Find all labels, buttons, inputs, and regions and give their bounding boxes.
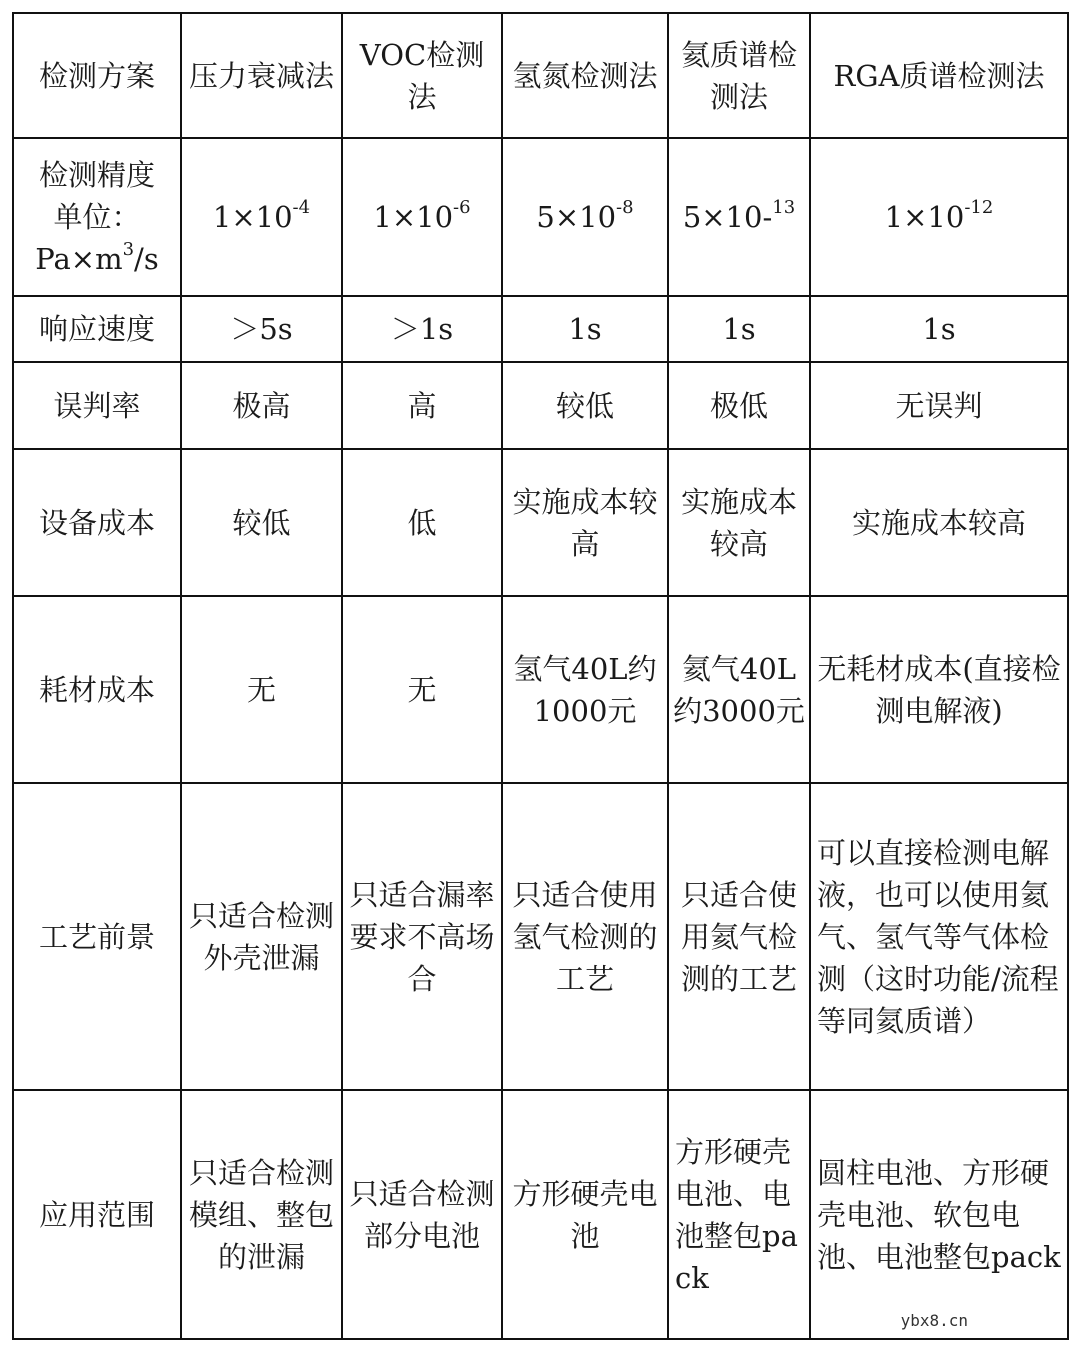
cell-misjudgment-rate: 高 xyxy=(342,362,502,449)
cell-application-scope: 只适合检测模组、整包的泄漏 xyxy=(181,1090,342,1339)
cell-process-outlook: 只适合检测外壳泄漏 xyxy=(181,783,342,1090)
header-hydrogen-nitrogen: 氢氮检测法 xyxy=(502,13,668,138)
row-process-outlook xyxy=(13,783,1068,1090)
cell-misjudgment-rate: 极高 xyxy=(181,362,342,449)
header-helium-ms: 氦质谱检测法 xyxy=(668,13,810,138)
cell-application-scope: 只适合检测部分电池 xyxy=(342,1090,502,1339)
cell-precision: $1\times 10^{-6}$ xyxy=(342,138,502,296)
cell-equipment-cost: 较低 xyxy=(181,449,342,596)
cell-precision: $1\times 10^{-12}$ xyxy=(810,138,1068,296)
cell-equipment-cost: 实施成本较高 xyxy=(502,449,668,596)
cell-precision: 5×10-$^{13}$ xyxy=(668,138,810,296)
row-precision xyxy=(13,138,1068,296)
row-label-misjudgment-rate: 误判率 xyxy=(13,362,181,449)
header-row xyxy=(13,13,1068,138)
row-equipment-cost xyxy=(13,449,1068,596)
cell-response-speed: 1s xyxy=(668,296,810,362)
row-application-scope xyxy=(13,1090,1068,1339)
header-voc: VOC检测法 xyxy=(342,13,502,138)
cell-process-outlook: 只适合使用氢气检测的工艺 xyxy=(502,783,668,1090)
header-pressure-decay: 压力衰减法 xyxy=(181,13,342,138)
cell-consumable-cost: 无耗材成本(直接检测电解液) xyxy=(810,596,1068,783)
cell-process-outlook: 可以直接检测电解液，也可以使用氦气、氢气等气体检测（这时功能/流程等同氦质谱） xyxy=(810,783,1068,1090)
row-label-consumable-cost: 耗材成本 xyxy=(13,596,181,783)
cell-response-speed: ＞5s xyxy=(181,296,342,362)
cell-precision: $5\times 10^{-8}$ xyxy=(502,138,668,296)
header-rga-ms: RGA质谱检测法 xyxy=(810,13,1068,138)
cell-consumable-cost: 氢气40L约1000元 xyxy=(502,596,668,783)
row-label-response-speed: 响应速度 xyxy=(13,296,181,362)
cell-equipment-cost: 实施成本较高 xyxy=(810,449,1068,596)
leak-detection-comparison-table xyxy=(12,12,1069,1340)
cell-application-scope: 圆柱电池、方形硬壳电池、软包电池、电池整包pack xyxy=(810,1090,1068,1339)
cell-consumable-cost: 无 xyxy=(181,596,342,783)
cell-response-speed: ＞1s xyxy=(342,296,502,362)
row-label-equipment-cost: 设备成本 xyxy=(13,449,181,596)
row-response-speed xyxy=(13,296,1068,362)
cell-misjudgment-rate: 较低 xyxy=(502,362,668,449)
cell-process-outlook: 只适合漏率要求不高场合 xyxy=(342,783,502,1090)
comparison-table-container xyxy=(12,12,1069,1340)
cell-application-scope: 方形硬壳电池、电池整包pack xyxy=(668,1090,810,1339)
cell-equipment-cost: 实施成本较高 xyxy=(668,449,810,596)
cell-consumable-cost: 无 xyxy=(342,596,502,783)
cell-process-outlook: 只适合使用氦气检测的工艺 xyxy=(668,783,810,1090)
row-consumable-cost xyxy=(13,596,1068,783)
cell-precision: $1\times 10^{-4}$ xyxy=(181,138,342,296)
row-label-application-scope: 应用范围 xyxy=(13,1090,181,1339)
watermark: ybx8.cn xyxy=(900,1311,968,1330)
header-row-label: 检测方案 xyxy=(13,13,181,138)
cell-response-speed: 1s xyxy=(502,296,668,362)
cell-misjudgment-rate: 无误判 xyxy=(810,362,1068,449)
row-label-process-outlook: 工艺前景 xyxy=(13,783,181,1090)
cell-response-speed: 1s xyxy=(810,296,1068,362)
cell-misjudgment-rate: 极低 xyxy=(668,362,810,449)
row-misjudgment-rate xyxy=(13,362,1068,449)
cell-equipment-cost: 低 xyxy=(342,449,502,596)
row-label-precision: 检测精度 单位： $Pa\times m^3/s$ xyxy=(13,138,181,296)
cell-consumable-cost: 氦气40L约3000元 xyxy=(668,596,810,783)
cell-application-scope: 方形硬壳电池 xyxy=(502,1090,668,1339)
